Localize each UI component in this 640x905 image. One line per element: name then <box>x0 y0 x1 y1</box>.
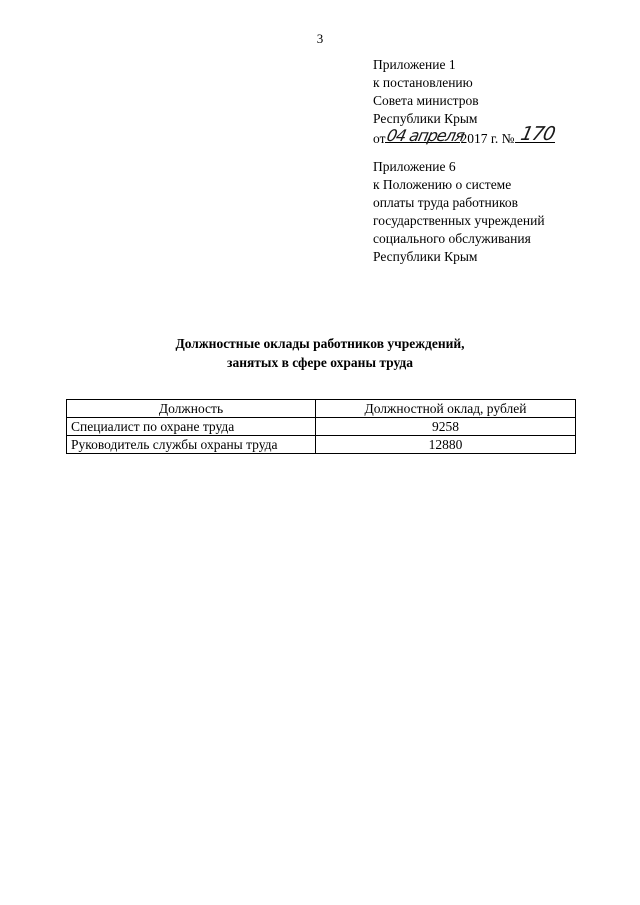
column-header-position: Должность <box>67 400 316 418</box>
table-row <box>67 418 576 436</box>
annex-6-line: социального обслуживания <box>373 231 531 246</box>
annex-1-line: Республики Крым <box>373 111 478 126</box>
document-title <box>0 334 640 372</box>
table-header-row <box>67 400 576 418</box>
position-cell: Специалист по охране труда <box>67 418 316 436</box>
decree-date-line <box>373 123 557 148</box>
column-header-salary: Должностной оклад, рублей <box>316 400 576 418</box>
annex-6-line: Республики Крым <box>373 249 478 264</box>
annex-6-line: государственных учреждений <box>373 213 545 228</box>
annex-6-line: к Положению о системе <box>373 177 512 192</box>
document-title-line: Должностные оклады работников учреждений, <box>175 336 465 351</box>
handwritten-date-field <box>385 126 467 145</box>
handwritten-date: 04 апреля <box>385 126 467 145</box>
salary-cell: 9258 <box>316 418 576 436</box>
salary-table <box>66 399 576 454</box>
document-title-line: занятых в сфере охраны труда <box>227 355 413 370</box>
annex-6-line: оплаты труда работников <box>373 195 518 210</box>
annex-1-line: к постановлению <box>373 75 473 90</box>
annex-1-block <box>373 56 555 148</box>
annex-6-block <box>373 158 545 266</box>
year-text: 2017 г. № <box>460 131 515 146</box>
page-number: 3 <box>316 31 324 46</box>
handwritten-number: 170 <box>518 123 557 145</box>
annex-1-line: Приложение 1 <box>373 57 456 72</box>
table-row <box>67 436 576 454</box>
date-prefix: от <box>373 131 386 146</box>
annex-1-line: Совета министров <box>373 93 479 108</box>
salary-cell: 12880 <box>316 436 576 454</box>
handwritten-number-field <box>515 123 557 145</box>
position-cell: Руководитель службы охраны труда <box>67 436 316 454</box>
annex-6-line: Приложение 6 <box>373 159 456 174</box>
